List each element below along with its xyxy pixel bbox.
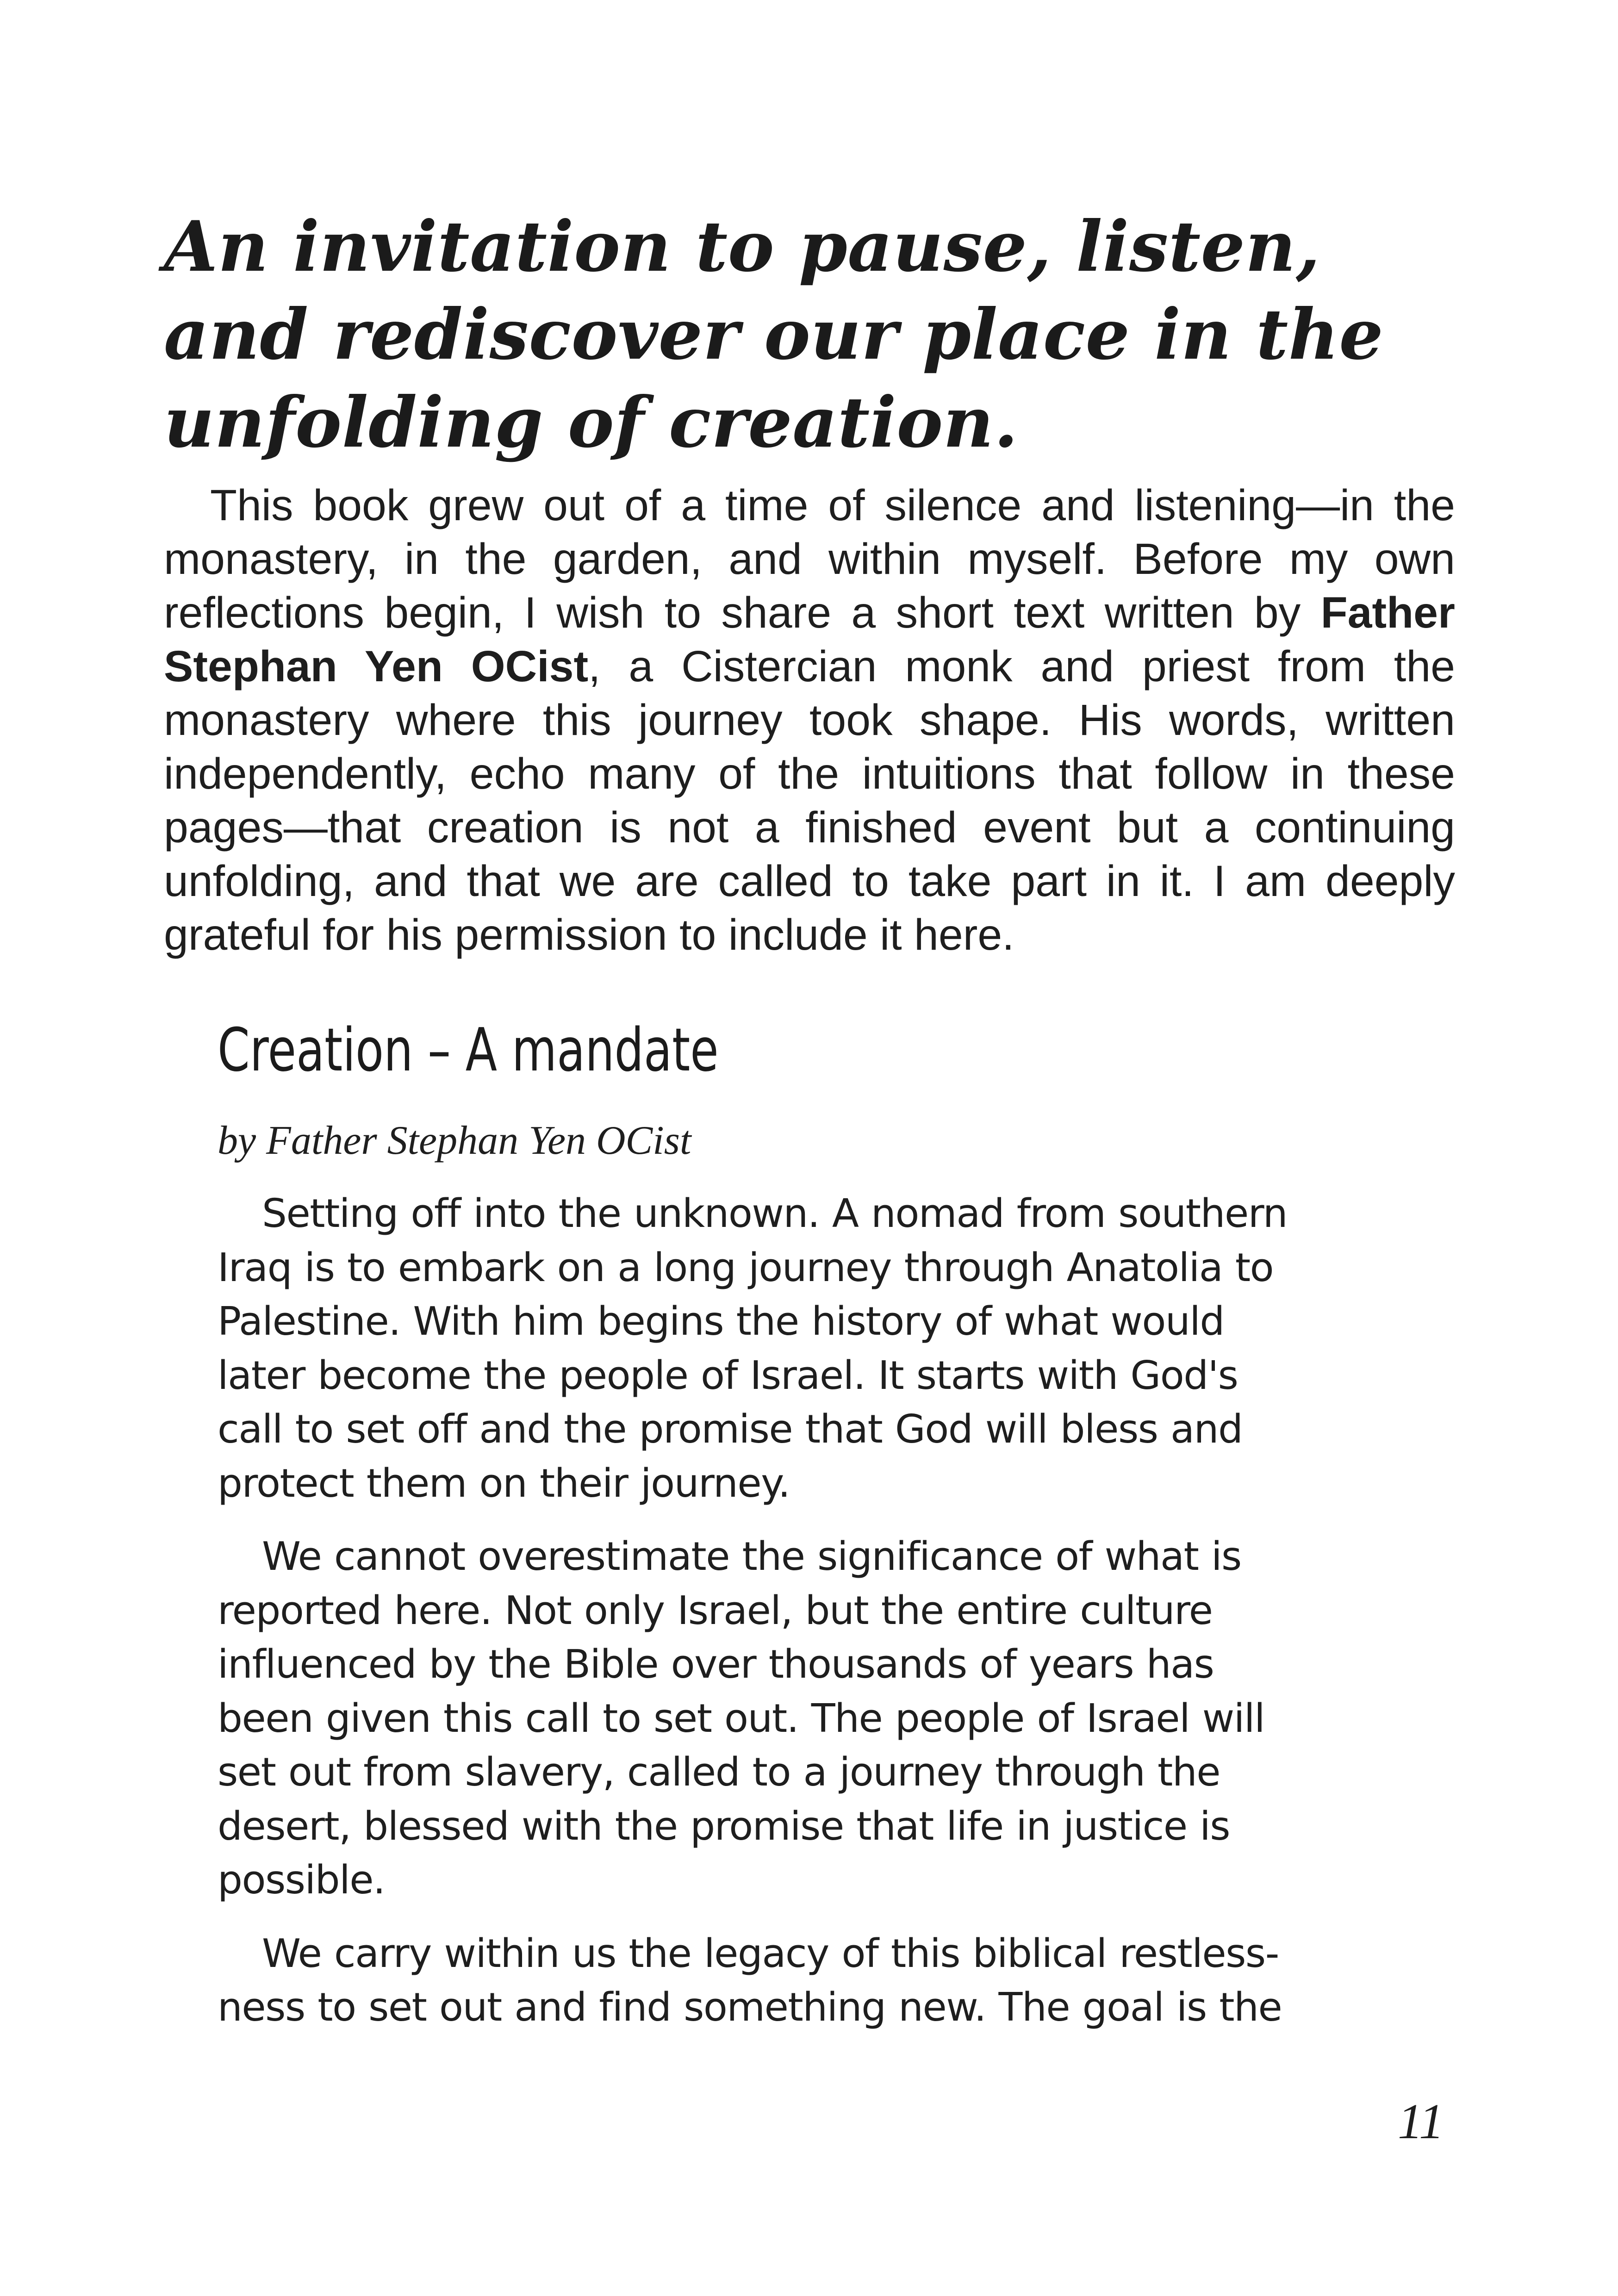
body-line: ness to set out and find something new. The goal is the <box>218 1985 1282 2030</box>
page-headline: An invitation to pause, listen, and rediscover our place in the unfolding of creation. <box>164 206 1384 463</box>
body-line: We cannot overestimate the significance of what is <box>262 1534 1241 1580</box>
section-body <box>218 1187 1338 2054</box>
body-line: reported here. Not only Israel, but the entire culture <box>218 1587 1213 1634</box>
body-line: protect them on their journey. <box>218 1460 790 1506</box>
body-line: Setting off into the unknown. A nomad from southern <box>262 1191 1288 1237</box>
section-byline: by Father Stephan Yen OCist <box>218 1118 691 1163</box>
intro-author-name: Father Stephan Yen OCist <box>164 588 1455 691</box>
body-line: desert, blessed with the promise that life in justice is <box>218 1803 1230 1849</box>
page-number: 11 <box>1398 2094 1444 2149</box>
body-paragraph-2 <box>218 1530 1338 1908</box>
body-line: possible. <box>218 1857 385 1903</box>
body-line: call to set off and the promise that God will bless and <box>218 1406 1243 1452</box>
body-paragraph-3 <box>218 1927 1338 2035</box>
intro-text-end: , a Cistercian monk and priest from the monastery where this journey took shape. His words, written independently, echo many of the intuitions that follow in these pages—that creation is not a finished event but a continuing unfolding, and that we are called to take part in it. I am deeply grateful for his permission to include it here. <box>164 642 1455 959</box>
intro-paragraph <box>164 479 1455 962</box>
intro-text-start: This book grew out of a time of silence and listening—in the monastery, in the garden, and within myself. Before my own reflections begin, I wish to share a short text written by <box>164 481 1455 637</box>
body-paragraph-1 <box>218 1187 1338 1511</box>
section-title: Creation – A mandate <box>218 1016 719 1085</box>
body-line: Iraq is to embark on a long journey through Anatolia to <box>218 1244 1274 1291</box>
body-line: later become the people of Israel. It starts with God's <box>218 1352 1238 1399</box>
body-line: Palestine. With him begins the history of what would <box>218 1299 1224 1344</box>
body-line: influenced by the Bible over thousands of years has <box>218 1642 1214 1687</box>
body-line: been given this call to set out. The people of Israel will <box>218 1695 1265 1742</box>
body-line: set out from slavery, called to a journey through the <box>218 1749 1220 1795</box>
body-line: We carry within us the legacy of this biblical restless- <box>262 1930 1279 1977</box>
